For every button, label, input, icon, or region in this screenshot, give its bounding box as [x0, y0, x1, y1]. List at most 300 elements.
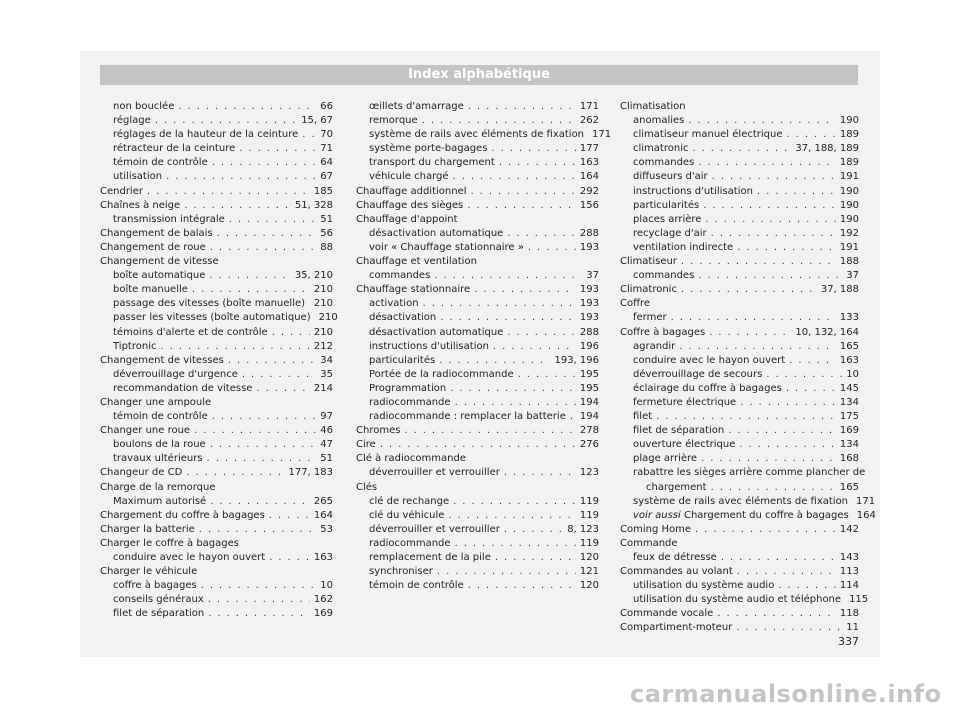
index-entry — [356, 311, 599, 325]
index-entry — [356, 142, 599, 156]
index-entry-page[interactable]: 118 — [839, 608, 859, 620]
dot-leader — [504, 523, 563, 537]
index-entry-page[interactable]: 114 — [839, 580, 859, 592]
index-entry — [620, 142, 859, 156]
index-entry-term: climatronic — [633, 143, 689, 155]
dot-leader — [570, 410, 576, 424]
dot-leader — [455, 537, 576, 551]
index-entry-page[interactable]: 15, 67 — [301, 115, 333, 127]
index-entry-term: passage des vitesses (boîte manuelle) — [113, 298, 306, 310]
dot-leader — [217, 227, 317, 241]
dot-leader — [739, 438, 836, 452]
index-entry-page[interactable]: 193 — [579, 312, 599, 324]
index-entry — [100, 396, 333, 410]
index-entry-term: synchroniser — [369, 566, 433, 578]
index-entry-term: utilisation du système audio — [633, 580, 775, 592]
index-entry-page[interactable]: 195 — [579, 382, 599, 394]
index-entry-term: filet — [633, 411, 653, 423]
index-entry-page[interactable]: 119 — [579, 495, 599, 507]
dot-leader — [194, 424, 316, 438]
index-entry-term: Climatisation — [620, 101, 686, 112]
index-entry — [356, 170, 599, 184]
dot-leader — [499, 156, 576, 170]
index-entry-page[interactable]: 10 — [320, 580, 333, 592]
index-entry-term: Charger le coffre à bagages — [100, 537, 239, 549]
index-entry-term: instructions d'utilisation — [369, 340, 489, 352]
index-entry-page[interactable]: 194 — [579, 411, 599, 423]
index-entry — [356, 551, 599, 565]
index-entry — [100, 227, 333, 241]
index-entry-page[interactable]: 262 — [579, 115, 599, 127]
index-entry-page[interactable]: 210 — [313, 298, 333, 310]
index-entry — [100, 255, 333, 269]
index-entry — [100, 100, 333, 114]
dot-leader — [474, 283, 576, 297]
index-entry-page[interactable]: 265 — [313, 495, 333, 507]
index-entry-page[interactable]: 214 — [313, 382, 333, 394]
index-entry-term: commandes — [633, 270, 695, 282]
index-entry-page[interactable]: 169 — [313, 608, 333, 620]
dot-leader — [212, 156, 317, 170]
index-entry-page[interactable]: 11 — [846, 622, 859, 634]
index-entry-term: réglage — [113, 115, 151, 127]
index-entry-page[interactable]: 121 — [579, 566, 599, 578]
dot-leader — [688, 114, 836, 128]
index-entry-term: désactivation automatique — [369, 227, 504, 239]
dot-leader — [507, 326, 576, 340]
dot-leader — [679, 340, 836, 354]
dot-leader — [380, 438, 576, 452]
index-entry-page[interactable]: 71 — [320, 143, 333, 155]
dot-leader — [199, 523, 316, 537]
index-entry-page[interactable]: 10 — [846, 368, 859, 380]
index-entry — [620, 523, 859, 537]
index-entry-page[interactable]: 288 — [579, 326, 599, 338]
index-entry-page[interactable]: 193 — [579, 284, 599, 296]
dot-leader — [712, 170, 836, 184]
index-entry-page[interactable]: 165 — [839, 340, 859, 352]
dot-leader — [656, 410, 836, 424]
index-entry — [356, 579, 599, 593]
index-entry-term: Changement de balais — [100, 227, 213, 239]
index-entry-page[interactable]: 190 — [839, 199, 859, 211]
dot-leader — [491, 142, 576, 156]
index-entry-term: désactivation automatique — [369, 326, 504, 338]
index-entry-page[interactable]: 171 — [592, 129, 612, 141]
index-entry — [356, 382, 599, 396]
index-entry — [620, 255, 859, 269]
index-entry — [356, 241, 599, 255]
index-entry — [356, 509, 599, 523]
index-entry-page[interactable]: 195 — [579, 368, 599, 380]
index-entry-term: Portée de la radiocommande — [369, 368, 514, 380]
index-entry — [356, 495, 599, 509]
dot-leader — [789, 354, 836, 368]
index-entry-page[interactable]: 67 — [320, 171, 333, 183]
index-entry-term: commandes — [369, 270, 431, 282]
index-entry — [100, 509, 333, 523]
index-entry-term: déverrouillage d'urgence — [113, 368, 238, 380]
index-entry-page[interactable]: 119 — [579, 537, 599, 549]
index-entry-term: coffre à bagages — [113, 580, 197, 592]
index-entry — [620, 495, 876, 509]
dot-leader — [186, 466, 284, 480]
dot-leader — [728, 424, 836, 438]
index-entry — [100, 170, 333, 184]
index-entry-term: voir « Chauffage stationnaire » — [369, 241, 524, 253]
dot-leader — [192, 283, 310, 297]
index-entry-term: anomalies — [633, 115, 685, 127]
dot-leader — [528, 241, 576, 255]
dot-leader — [717, 607, 836, 621]
index-entry-page[interactable]: 46 — [320, 425, 333, 437]
index-entry-page[interactable]: 171 — [856, 495, 876, 507]
index-entry — [356, 269, 599, 283]
index-entry-term: témoin de contrôle — [113, 411, 208, 423]
dot-leader — [787, 128, 836, 142]
index-entry-page[interactable]: 162 — [313, 594, 333, 606]
dot-leader — [450, 382, 576, 396]
dot-leader — [229, 213, 316, 227]
index-entry — [620, 593, 869, 607]
index-entry-page[interactable]: 164 — [313, 509, 333, 521]
index-entry — [356, 410, 599, 424]
index-entry — [620, 396, 859, 410]
index-entry-term: radiocommande — [369, 396, 451, 408]
dot-leader — [208, 607, 310, 621]
index-entry-page[interactable]: 37, 188, 189 — [795, 143, 859, 155]
index-entry-page[interactable]: 53 — [320, 523, 333, 535]
index-entry — [356, 340, 599, 354]
index-entry-page[interactable]: 8, 123 — [567, 523, 599, 535]
index-entry — [100, 551, 333, 565]
index-entry-page[interactable]: 288 — [579, 227, 599, 239]
dot-leader — [422, 114, 576, 128]
index-entry — [620, 100, 859, 114]
index-entry-term: éclairage du coffre à bagages — [633, 382, 782, 394]
index-entry — [100, 326, 333, 340]
index-entry — [100, 368, 333, 382]
index-entry-term: Cire — [356, 439, 376, 451]
index-entry — [620, 311, 859, 325]
index-entry-term: Climatronic — [620, 284, 677, 296]
index-entry — [100, 311, 338, 325]
index-entry — [356, 481, 599, 495]
index-entry-page[interactable]: 175 — [839, 411, 859, 423]
index-entry-page[interactable]: 35 — [320, 368, 333, 380]
index-entry-term: transport du chargement — [369, 157, 495, 169]
index-entry-page[interactable]: 177 — [579, 143, 599, 155]
dot-leader — [272, 326, 310, 340]
index-entry — [356, 283, 599, 297]
index-entry — [620, 579, 859, 593]
dot-leader — [701, 452, 836, 466]
dot-leader — [711, 227, 836, 241]
index-entry — [356, 100, 599, 114]
index-entry-term: feux de détresse — [633, 552, 717, 563]
index-entry-page[interactable]: 66 — [320, 101, 333, 112]
index-entry — [620, 114, 859, 128]
index-entry — [356, 255, 599, 269]
index-entry-term: rétracteur de la ceinture — [113, 143, 236, 155]
index-entry-term: Chauffage stationnaire — [356, 284, 471, 296]
index-entry-page[interactable]: 191 — [839, 241, 859, 253]
index-entry-term: témoins d'alerte et de contrôle — [113, 326, 268, 338]
dot-leader — [507, 227, 576, 241]
index-entry-page[interactable]: 210 — [313, 284, 333, 296]
index-entry-page[interactable]: 134 — [839, 439, 859, 451]
index-entry-page[interactable]: 163 — [579, 157, 599, 169]
index-entry — [356, 354, 599, 368]
index-column-3 — [620, 100, 876, 636]
index-entry — [100, 410, 333, 424]
dot-leader — [434, 269, 582, 283]
index-entry-page[interactable]: 70 — [320, 129, 333, 141]
index-entry — [100, 114, 333, 128]
index-entry — [620, 283, 859, 297]
index-entry-term: ventilation indirecte — [633, 241, 734, 253]
index-entry — [100, 142, 333, 156]
dot-leader — [468, 100, 576, 114]
index-entry-page[interactable]: 113 — [839, 566, 859, 578]
index-entry — [100, 607, 333, 621]
index-entry — [620, 607, 859, 621]
index-entry-page[interactable]: 189 — [839, 129, 859, 141]
index-entry-page[interactable]: 276 — [579, 439, 599, 451]
index-entry-page[interactable]: 193, 196 — [554, 354, 599, 366]
index-entry-term: recyclage d'air — [633, 227, 707, 239]
index-entry-page[interactable]: 37, 188 — [820, 284, 859, 296]
index-entry-term: Maximum autorisé — [113, 495, 207, 507]
index-entry-page[interactable]: 10, 132, 164 — [795, 326, 859, 338]
index-entry-page[interactable]: 190 — [839, 185, 859, 197]
index-entry-page[interactable]: 194 — [579, 396, 599, 408]
dot-leader — [766, 368, 842, 382]
index-entry-page[interactable]: 190 — [839, 213, 859, 225]
index-entry-page[interactable]: 169 — [839, 425, 859, 437]
index-entry-term: système de rails avec éléments de fixation — [633, 495, 849, 507]
dot-leader — [740, 396, 836, 410]
dot-leader — [210, 241, 316, 255]
index-entry-term: Changement de vitesses — [100, 354, 224, 366]
index-entry-term: Chauffage des sièges — [356, 199, 464, 211]
index-entry — [620, 354, 859, 368]
dot-leader — [239, 142, 316, 156]
index-entry — [620, 297, 859, 311]
index-entry-term: Tiptronic — [113, 340, 157, 352]
index-entry-page[interactable]: 210 — [313, 326, 333, 338]
index-entry — [100, 438, 333, 452]
index-entry-page[interactable]: 185 — [313, 185, 333, 197]
index-entry-page[interactable]: 191 — [839, 171, 859, 183]
index-entry-page[interactable]: 120 — [579, 552, 599, 563]
index-entry — [620, 382, 859, 396]
index-entry — [620, 340, 859, 354]
index-entry-page[interactable]: 97 — [320, 411, 333, 423]
index-entry-page[interactable]: 51, 328 — [294, 199, 333, 211]
index-entry-page[interactable]: 35, 210 — [294, 270, 333, 282]
index-entry-term: œillets d'amarrage — [369, 101, 464, 112]
index-entry — [620, 199, 859, 213]
index-entry-page[interactable]: 37 — [846, 270, 859, 282]
dot-leader — [778, 579, 836, 593]
dot-leader — [711, 481, 836, 495]
section-title: Index alphabétique — [408, 67, 550, 82]
dot-leader — [269, 551, 310, 565]
index-entry — [100, 593, 333, 607]
dot-leader — [467, 199, 576, 213]
index-entry-term: Chargement du coffre à bagages — [100, 509, 265, 521]
index-entry-page[interactable]: 165 — [839, 481, 859, 493]
index-entry — [620, 481, 859, 495]
index-entry — [620, 466, 866, 480]
dot-leader — [709, 326, 791, 340]
index-entry-term: boîte automatique — [113, 270, 206, 282]
index-entry-page[interactable]: 163 — [839, 354, 859, 366]
index-entry — [356, 213, 599, 227]
index-entry — [620, 227, 859, 241]
index-entry — [356, 396, 599, 410]
index-entry-page[interactable]: 123 — [579, 467, 599, 479]
index-entry-page[interactable]: 163 — [313, 552, 333, 563]
index-entry-term: voir aussi Chargement du coffre à bagages — [633, 509, 849, 521]
index-entry-term: Clés — [356, 481, 378, 493]
index-entry-term: particularités — [369, 354, 436, 366]
dot-leader — [692, 142, 791, 156]
dot-leader — [440, 311, 576, 325]
dot-leader — [698, 269, 842, 283]
index-entry-term: agrandir — [633, 340, 676, 352]
index-entry-term: fermeture électrique — [633, 396, 737, 408]
index-entry-term: transmission intégrale — [113, 213, 225, 225]
index-entry-term: diffuseurs d'air — [633, 171, 708, 183]
index-entry-page[interactable]: 156 — [579, 199, 599, 211]
index-entry — [100, 523, 333, 537]
index-entry-term: Chauffage et ventilation — [356, 256, 477, 268]
index-entry-term: passer les vitesses (boîte automatique) — [113, 312, 311, 324]
dot-leader — [695, 523, 836, 537]
dot-leader — [757, 185, 836, 199]
index-entry-term: Changement de vitesse — [100, 256, 219, 268]
dot-leader — [518, 368, 576, 382]
dot-leader — [210, 495, 310, 509]
index-entry — [100, 128, 333, 142]
index-entry-page[interactable]: 292 — [579, 185, 599, 197]
index-entry — [356, 565, 599, 579]
index-entry-term: clé de rechange — [369, 495, 450, 507]
index-entry-page[interactable]: 142 — [839, 523, 859, 535]
index-entry-page[interactable]: 193 — [579, 241, 599, 253]
dot-leader — [178, 100, 316, 114]
index-entry-term: particularités — [633, 199, 700, 211]
index-entry — [620, 185, 859, 199]
index-entry-page[interactable]: 51 — [320, 453, 333, 465]
dot-leader — [437, 565, 576, 579]
index-entry-term: Programmation — [369, 382, 447, 394]
index-entry-page[interactable]: 120 — [579, 580, 599, 592]
index-entry-term: Changer une ampoule — [100, 396, 212, 408]
index-entry — [100, 579, 333, 593]
index-entry-term: fermer — [633, 312, 667, 324]
index-entry-page[interactable]: 56 — [320, 227, 333, 239]
index-entry-page[interactable]: 64 — [320, 157, 333, 169]
index-entry-term: Charger la batterie — [100, 523, 195, 535]
index-entry-page[interactable]: 210 — [318, 312, 338, 324]
index-entry-page[interactable]: 192 — [839, 227, 859, 239]
dot-leader — [184, 199, 291, 213]
index-entry-page[interactable]: 190 — [839, 115, 859, 127]
index-entry-term: Commande vocale — [620, 608, 714, 620]
index-entry-page[interactable]: 143 — [839, 552, 859, 563]
index-entry — [100, 340, 333, 354]
index-entry-term: remplacement de la pile — [369, 552, 491, 563]
index-entry — [356, 185, 599, 199]
index-entry-term: Clé à radiocommande — [356, 453, 466, 465]
index-entry-page[interactable]: 133 — [839, 312, 859, 324]
index-entry-page[interactable]: 134 — [839, 396, 859, 408]
index-entry-page[interactable]: 196 — [579, 340, 599, 352]
index-entry — [620, 128, 859, 142]
dot-leader — [493, 340, 576, 354]
index-entry-term: conduire avec le hayon ouvert — [113, 552, 266, 563]
index-entry-page[interactable]: 188 — [839, 256, 859, 268]
index-entry-page[interactable]: 115 — [849, 594, 869, 606]
index-entry — [100, 382, 333, 396]
index-entry-page[interactable]: 278 — [579, 425, 599, 437]
index-entry — [100, 565, 333, 579]
dot-leader — [453, 170, 576, 184]
index-entry-page[interactable]: 164 — [579, 171, 599, 183]
index-entry-page[interactable]: 34 — [320, 354, 333, 366]
index-entry — [100, 466, 333, 480]
index-entry — [620, 537, 859, 551]
index-entry-term: utilisation — [113, 171, 163, 183]
index-entry-page[interactable]: 189 — [839, 157, 859, 169]
index-entry — [100, 537, 333, 551]
index-entry-page[interactable]: 37 — [586, 270, 599, 282]
index-entry — [100, 481, 333, 495]
index-entry-page[interactable]: 119 — [579, 509, 599, 521]
index-entry-page[interactable]: 88 — [320, 241, 333, 253]
index-entry-page[interactable]: 145 — [839, 382, 859, 394]
index-entry-page[interactable]: 51 — [320, 213, 333, 225]
dot-leader — [207, 452, 317, 466]
index-entry — [620, 368, 859, 382]
index-entry — [356, 368, 599, 382]
index-entry — [100, 185, 333, 199]
index-entry-page[interactable]: 212 — [313, 340, 333, 352]
index-entry — [356, 297, 599, 311]
dot-leader — [468, 579, 576, 593]
index-entry-page[interactable]: 47 — [320, 439, 333, 451]
index-entry-term: Climatiseur — [620, 256, 677, 268]
index-entry-page[interactable]: 177, 183 — [288, 467, 333, 479]
index-entry-term: ouverture électrique — [633, 439, 736, 451]
index-entry — [100, 495, 333, 509]
dot-leader — [309, 297, 310, 311]
index-entry-page[interactable]: 164 — [856, 509, 876, 521]
index-entry-term: filet de séparation — [633, 425, 725, 437]
dot-leader — [455, 396, 576, 410]
dot-leader — [228, 354, 316, 368]
index-entry-page[interactable]: 193 — [579, 298, 599, 310]
index-entry — [356, 537, 599, 551]
index-entry-page[interactable]: 168 — [839, 453, 859, 465]
dot-leader — [209, 269, 290, 283]
index-entry-term: témoin de contrôle — [113, 157, 208, 169]
index-entry-page[interactable]: 171 — [579, 101, 599, 112]
index-entry — [620, 452, 859, 466]
